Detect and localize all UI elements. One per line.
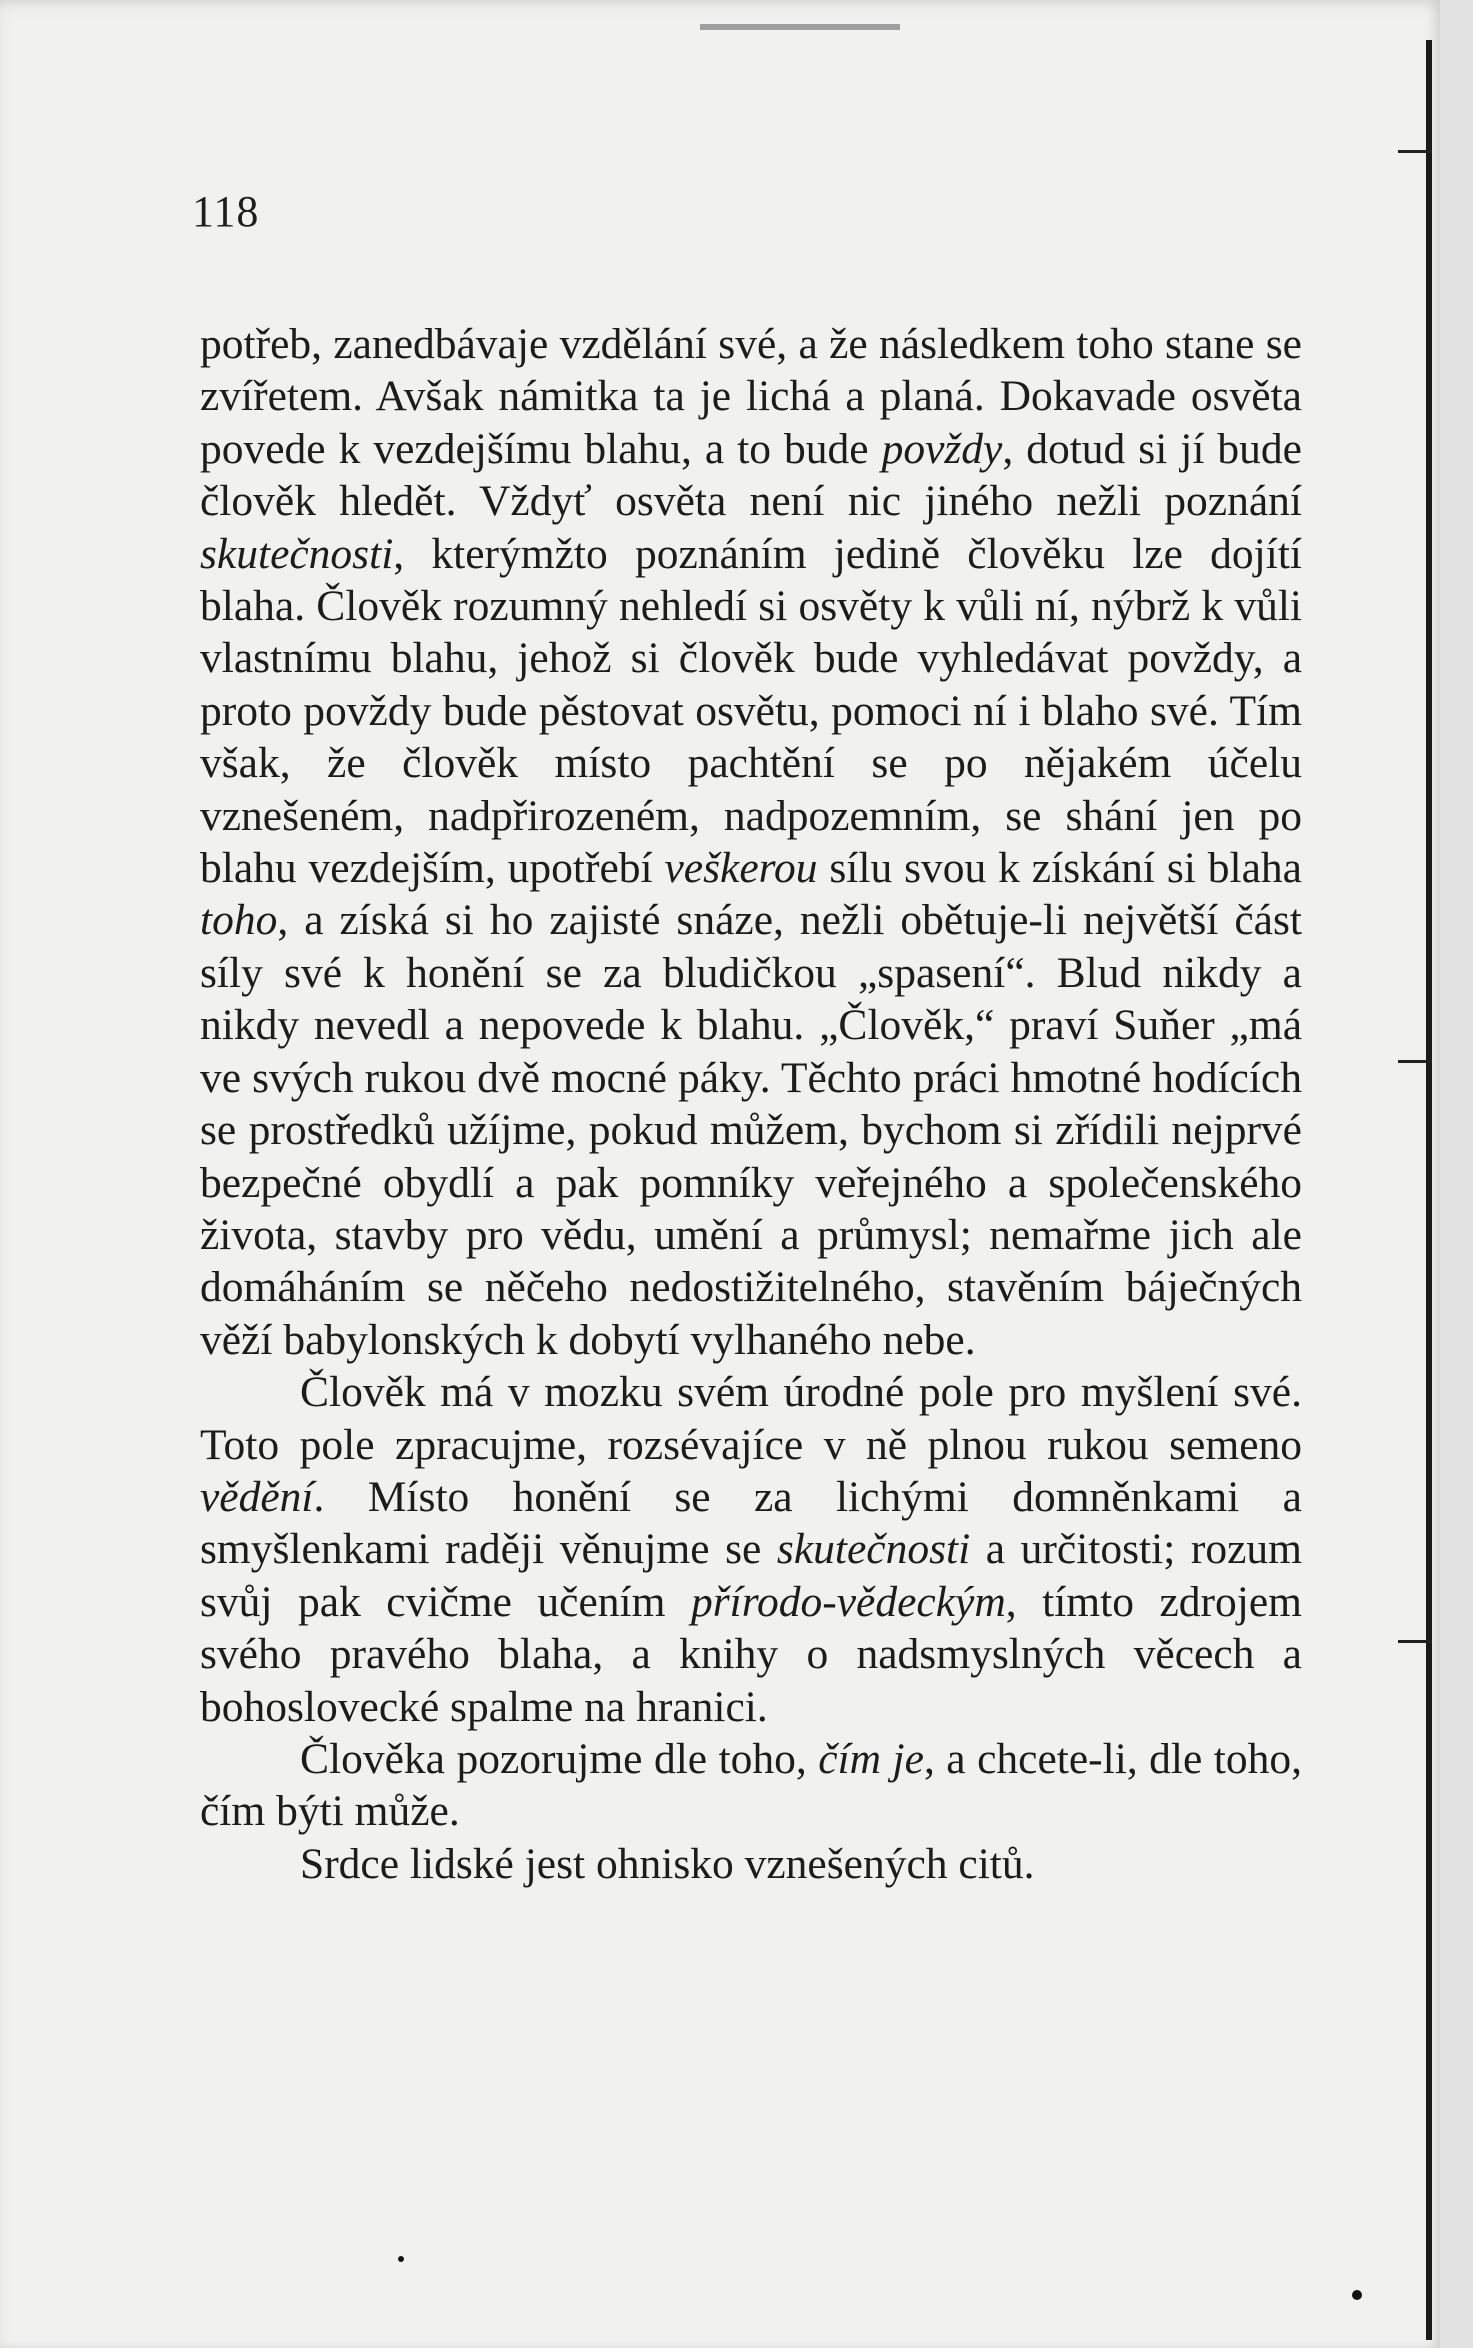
emphasis-text: vědění bbox=[200, 1472, 314, 1521]
text-run: . Místo honění se za lichými domněnkami a smyšlenkami raději věnujme se bbox=[200, 1472, 1302, 1574]
emphasis-text: skutečnosti bbox=[200, 529, 394, 578]
ink-speck bbox=[1352, 2290, 1362, 2300]
text-run: sílu svou k získání si blaha bbox=[817, 844, 1302, 893]
emphasis-text: veškerou bbox=[664, 844, 818, 893]
text-run: , tímto zdrojem svého pravého blaha, a knihy o nadsmyslných věcech a bohoslovecké spalme na hranici. bbox=[200, 1577, 1302, 1731]
edge-mark bbox=[1398, 150, 1432, 153]
text-run: Člověk má v mozku svém úrodné pole pro myšlení své. Toto pole zpracujme, rozsévajíce v ně plnou rukou semeno bbox=[200, 1368, 1302, 1469]
page-text bbox=[200, 318, 1302, 1890]
text-run: , a získá si ho zajisté snáze, nežli obětuje-li největší část síly své k honění se za bludičkou „spasení“. Blud nikdy a nikdy nevedl a nepovede k blahu. „Člověk,“ praví Suňer „má ve svých rukou dvě mocné páky. Těchto práci hmotné hodících se prostředků užíjme, pokud můžem, bychom si zřídili nejprvé bezpečné obydlí a pak pomníky veřejného a společenského života, stavby pro vědu, umění a průmysl; nemařme jich ale domáháním se něčeho nedostižitelného, stavěním báječných věží babylonských k dobytí vylhaného nebe. bbox=[200, 896, 1302, 1364]
paragraph bbox=[200, 1838, 1302, 1890]
emphasis-text: skutečnosti bbox=[776, 1525, 971, 1574]
edge-mark bbox=[1398, 1640, 1432, 1643]
text-run: , kterýmžto poznáním jedině člověku lze dojítí blaha. Člověk rozumný nehledí si osvěty k vůli ní, nýbrž k vůli vlastnímu blahu, jehož si člověk bude vyhledávat povždy, a proto povždy bude pěstovat osvětu, pomoci ní i blaho své. Tím však, že člověk místo pachtění se po nějakém účelu vznešeném, nadpřirozeném, nadpozemním, se shání jen po blahu vezdejším, upotřebí bbox=[200, 529, 1302, 893]
paragraph bbox=[200, 318, 1302, 1366]
text-run: a určitosti; rozum svůj pak cvičme učením bbox=[200, 1525, 1303, 1626]
scan-shadow bbox=[700, 24, 900, 30]
edge-mark bbox=[1398, 1060, 1432, 1063]
text-run: potřeb, zanedbávaje vzdělání své, a že následkem toho stane se zvířetem. Avšak námitka ta je lichá a planá. Dokavade osvěta povede k vezdejšímu blahu, a to bude bbox=[200, 320, 1302, 473]
text-run: , a chcete-li, dle toho, čím býti může. bbox=[200, 1734, 1303, 1836]
emphasis-text: toho bbox=[200, 896, 278, 945]
page-number: 118 bbox=[192, 187, 260, 236]
emphasis-text: povždy bbox=[881, 424, 1003, 473]
emphasis-text: přírodo-vědeckým bbox=[690, 1577, 1006, 1626]
page-edge bbox=[1426, 40, 1432, 2340]
text-run: , dotud si jí bude člověk hledět. Vždyť osvěta není nic jiného nežli poznání bbox=[200, 424, 1302, 526]
text-run: Srdce lidské jest ohnisko vznešených citů. bbox=[300, 1839, 1035, 1888]
paragraph bbox=[200, 1733, 1302, 1838]
ink-speck bbox=[398, 2256, 404, 2262]
paragraph bbox=[200, 1366, 1302, 1733]
text-run: Člověka pozorujme dle toho, bbox=[300, 1734, 819, 1783]
emphasis-text: čím je bbox=[818, 1734, 924, 1783]
